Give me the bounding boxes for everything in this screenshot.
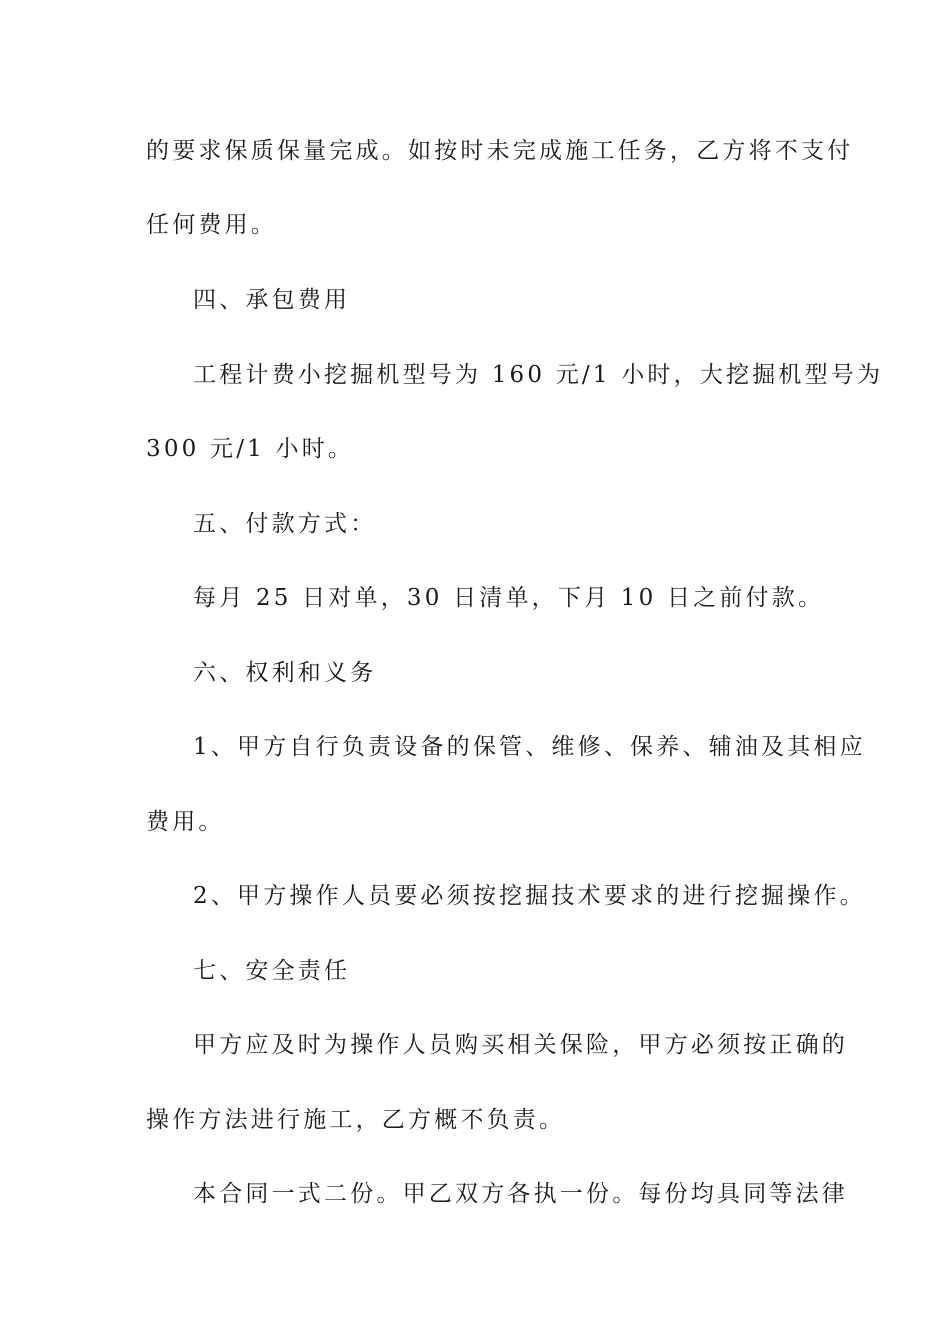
text-line-5: 300 元/1 小时。 [146,436,355,462]
text-line-13: 甲方应及时为操作人员购买相关保险，甲方必须按正确的 [193,1032,848,1058]
text-line-2: 任何费用。 [146,212,277,238]
text-line-9: 1、甲方自行负责设备的保管、维修、保养、辅油及其相应 [193,734,866,760]
text-line-7: 每月 25 日对单，30 日清单，下月 10 日之前付款。 [193,585,825,611]
text-line-4: 工程计费小挖掘机型号为 160 元/1 小时，大挖掘机型号为 [193,362,884,388]
text-line-1: 的要求保质保量完成。如按时未完成施工任务，乙方将不支付 [146,138,854,164]
section-heading-safety-responsibility: 七、安全责任 [193,958,351,984]
text-line-14: 操作方法进行施工，乙方概不负责。 [146,1107,566,1133]
section-heading-contract-fee: 四、承包费用 [193,287,351,313]
text-line-10: 费用。 [146,809,225,835]
text-line-15: 本合同一式二份。甲乙双方各执一份。每份均具同等法律 [193,1181,848,1207]
section-heading-payment-method: 五、付款方式： [193,511,377,537]
section-heading-rights-obligations: 六、权利和义务 [193,660,377,686]
text-line-11: 2、甲方操作人员要必须按挖掘技术要求的进行挖掘操作。 [193,883,866,909]
